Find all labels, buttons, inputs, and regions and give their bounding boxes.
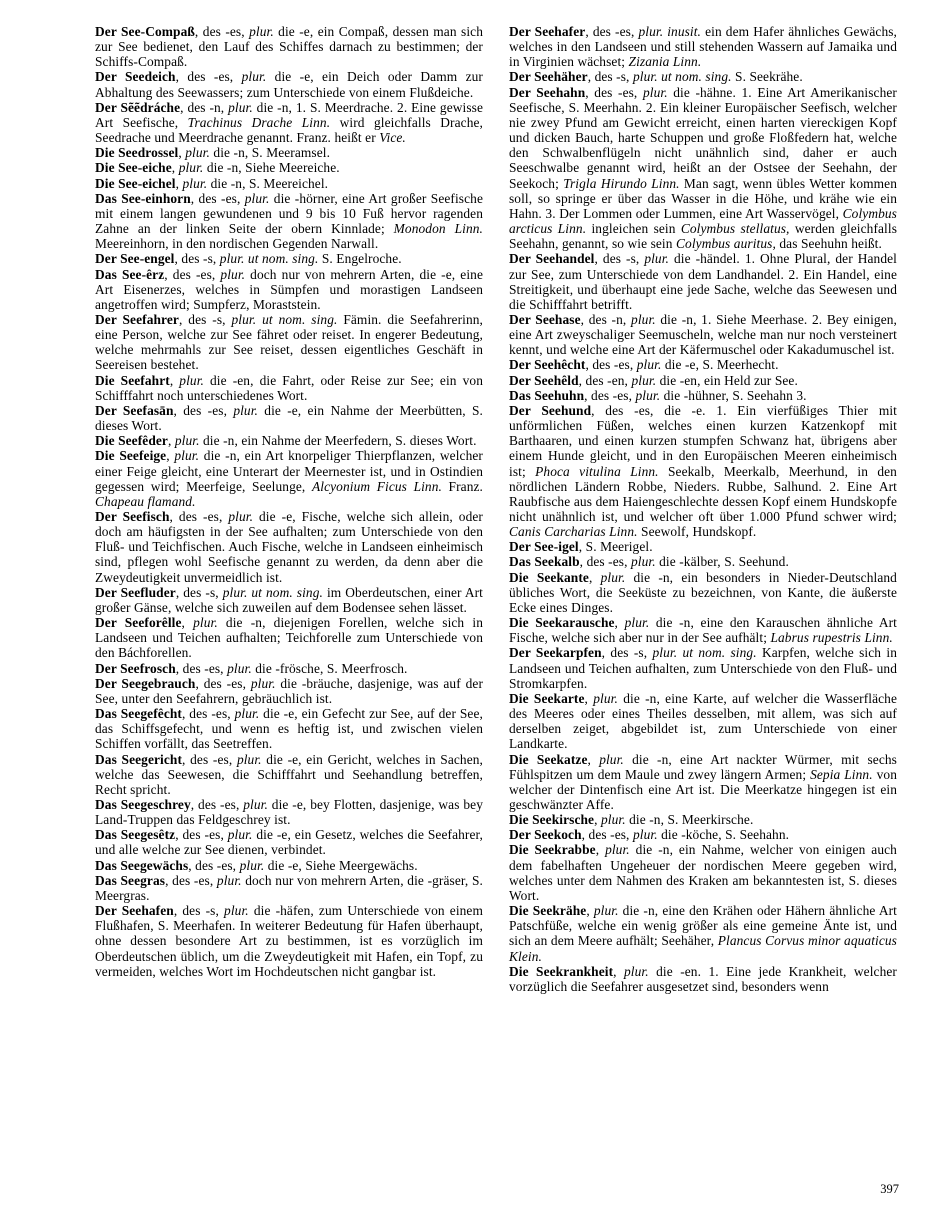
entry-text: ,	[586, 903, 594, 919]
dictionary-entry	[95, 100, 483, 145]
left-column	[95, 24, 483, 994]
entry-text: Seewolf, Hundskopf.	[637, 524, 757, 540]
entry-latin-term: plur.	[236, 751, 262, 767]
entry-latin-term: plur.	[600, 812, 626, 828]
entry-text: die -n, eine den Karauschen ähnliche Art Fische, welche sich aber nur in der See aufhält;	[509, 615, 898, 646]
entry-headword: Die Seefêder	[95, 433, 168, 449]
entry-text: Karpfen, welche sich in Landseen und Teichen aufhalten, zum Unterschiede von den Fluß- und Stromkarpfen.	[509, 645, 898, 691]
entry-text: ,	[169, 372, 180, 388]
entry-latin-term: plur.	[182, 175, 208, 191]
entry-text: ein dem Hafer ähnliches Gewächs, welches in den Landseen und still stehenden Wassern auf Jamaika und in Virginien wächset;	[509, 24, 897, 70]
entry-headword: Der Seegebrauch	[95, 675, 196, 691]
entry-latin-term: plur.	[630, 554, 656, 570]
dictionary-entry	[95, 24, 483, 69]
entry-latin-term: Monodon Linn.	[393, 221, 483, 237]
entry-text: die -e, ein Gefecht zur See, auf der See, das Schiffsgefecht, und wenn es heftig ist, und zwischen vielen Schiffen vorfällt, das Seetreffen.	[95, 706, 483, 752]
dictionary-entry	[509, 827, 897, 842]
entry-text: , des -es,	[584, 387, 636, 403]
entry-latin-term: plur.	[185, 145, 210, 161]
entry-headword: Der Seeforêlle	[95, 615, 182, 631]
entry-text: die -n, 1. Siehe Meerhase. 2. Bey einigen, eine Art zweyschaliger Seemuscheln, welche man nur noch versteinert kennt, und welche eine Art der Käfermuschel oder Kakadumuschel ist.	[509, 311, 897, 358]
entry-text: die -en, die Fahrt, oder Reise zur See; ein von Schifffahrt noch unterschiedenes Wort.	[95, 372, 483, 403]
entry-headword: Die Seefahrt	[95, 372, 170, 388]
entry-text: die -n, eine Art nackter Würmer, mit sechs Fühlspitzen um dem Maule und zwey längern Armen;	[509, 751, 897, 782]
dictionary-entry	[509, 691, 897, 752]
dictionary-entry	[509, 373, 897, 388]
entry-text: , des -es,	[585, 24, 639, 39]
entry-headword: Die Seekatze	[509, 751, 588, 767]
entry-headword: Der Seefisch	[95, 509, 170, 524]
entry-latin-term: plur.	[174, 448, 200, 464]
entry-text: ,	[595, 842, 606, 858]
entry-text: , des -es,	[190, 190, 245, 206]
dictionary-entry	[509, 357, 897, 372]
entry-latin-term: plur.	[227, 827, 253, 843]
entry-headword: Die Seekrabbe	[509, 842, 596, 858]
entry-text: die -e, S. Meerhecht.	[661, 357, 779, 373]
entry-headword: Der Seehund	[509, 402, 592, 418]
entry-text: , des -es,	[194, 24, 250, 39]
dictionary-entry	[509, 645, 897, 690]
entry-text: die -e, ein Gericht, welches in Sachen, welche das Seewesen, die Schifffahrt und Seehandlung betreffen, Recht spricht.	[95, 751, 483, 797]
dictionary-entry	[95, 903, 483, 979]
entry-latin-term: plur.	[631, 372, 657, 388]
entry-text: die -hörner, eine Art großer Seefische mit einem langen gewundenen und 9 bis 10 Fuß hervor ragenden Zahne an der linken Seite der obern Kinnlade;	[95, 190, 484, 237]
entry-text: die -frösche, S. Meerfrosch.	[251, 660, 408, 676]
dictionary-entry	[509, 69, 897, 84]
entry-text: die -n, S. Meeramsel.	[209, 145, 331, 161]
entry-headword: Die Seekrankheit	[509, 963, 614, 979]
dictionary-entry	[95, 251, 483, 266]
entry-text: die -e, ein Nahme der Meerbütten, S. dieses Wort.	[95, 402, 483, 434]
entry-text: ,	[167, 433, 175, 449]
entry-text: doch nur von mehrern Arten, die -gräser, S. Meergras.	[95, 872, 483, 903]
entry-headword: Der Sẽẽdráche	[95, 99, 181, 115]
entry-headword: Das See-einhorn	[95, 190, 191, 206]
entry-headword: Der Seekarpfen	[509, 645, 602, 661]
entry-latin-term: Canis Carcharias Linn.	[509, 524, 638, 540]
entry-headword: Das Seekalb	[509, 554, 580, 570]
entry-text: Franz.	[441, 478, 483, 494]
entry-text: ,	[171, 160, 179, 176]
entry-text: die -bräuche, dasjenige, was auf der See, unter den Seefahrern, gebräuchlich ist.	[95, 675, 483, 706]
entry-text: wird gleichfalls Drache, Seedrache und Meerdrache genannt. Franz. heißt er	[95, 114, 483, 146]
entry-text: , des -s,	[175, 584, 223, 600]
entry-text: das Seehuhn heißt.	[775, 236, 882, 252]
dictionary-entry	[95, 433, 483, 448]
entry-text: die -n, Siehe Meereiche.	[203, 160, 340, 176]
entry-headword: Der Seehêld	[509, 372, 579, 388]
entry-headword: Der See-Compaß	[95, 24, 195, 39]
entry-latin-term: plur.	[244, 190, 270, 206]
dictionary-entry	[95, 176, 483, 191]
entry-headword: Der Seehahn	[509, 84, 586, 100]
entry-latin-term: plur.	[243, 796, 268, 812]
entry-text: , des -s,	[178, 311, 232, 327]
entry-text: die -e, ein Gesetz, welches die Seefahrer, und alle welche zur See dienen, verbindet.	[95, 827, 483, 858]
entry-headword: Das Seegewächs	[95, 857, 189, 873]
entry-headword: Der Seehêcht	[509, 357, 586, 373]
dictionary-entry	[95, 191, 483, 252]
entry-latin-term: Colymbus stellatus,	[680, 221, 790, 237]
dictionary-entry	[95, 615, 483, 660]
entry-headword: Der Seedeich	[95, 69, 176, 85]
dictionary-entry	[95, 145, 483, 160]
entry-latin-term: plur.	[249, 24, 274, 39]
dictionary-entry	[95, 873, 483, 903]
entry-text: , des -es,	[188, 857, 240, 873]
entry-text: S. Engelroche.	[318, 251, 402, 267]
entry-text: werden gleichfalls Seehahn, genannt, so wie sein	[509, 221, 898, 252]
dictionary-entry	[95, 160, 483, 175]
entry-text: , des -es,	[169, 509, 229, 524]
entry-latin-term: plur.	[600, 569, 626, 585]
entry-latin-term: plur. ut nom. sing.	[219, 251, 319, 267]
entry-latin-term: plur.	[605, 842, 630, 858]
entry-text: Meereinhorn, in den nordischen Gegenden Narwall.	[95, 236, 379, 252]
dictionary-entry	[509, 85, 897, 252]
entry-latin-term: plur.	[193, 615, 218, 631]
entry-latin-term: Zizania Linn.	[628, 54, 702, 70]
entry-text: die -e, bey Flotten, dasjenige, was bey Land-Truppen das Feldgeschrey ist.	[95, 796, 483, 828]
entry-headword: Der Seefahrer	[95, 311, 179, 327]
entry-latin-term: plur.	[227, 660, 252, 676]
entry-latin-term: plur.	[228, 509, 254, 524]
entry-latin-term: Labrus rupestris Linn.	[770, 630, 893, 646]
entry-text: die -n, S. Meereichel.	[207, 175, 329, 191]
entry-text: die -e, Siehe Meergewächs.	[264, 857, 418, 873]
entry-latin-term: plur.	[224, 903, 249, 919]
entry-text: die -händel. 1. Ohne Plural, der Handel zur See, zum Unterschiede von dem Landhandel. 2. Ein Handel, eine Streitigkeit, und überhaupt eine jede Sache, welche das Seewesen und die Schifffahrt betrifft.	[509, 251, 897, 312]
dictionary-entry	[509, 615, 897, 645]
entry-text: die -kälber, S. Seehund.	[655, 554, 789, 570]
entry-latin-term: plur.	[624, 615, 650, 631]
entry-text: doch nur von mehrern Arten, die -e, eine Art Eisenerzes, welches in Sümpfen und morastigen Landseen angetroffen wird; Sumpferz, Moraststein.	[95, 266, 483, 312]
entry-headword: Das Seegras	[95, 872, 166, 888]
entry-headword: Die Seefeige	[95, 448, 167, 464]
entry-headword: Die Seedrossel	[95, 145, 179, 161]
entry-text: die -n, diejenigen Forellen, welche sich in Landseen und Teichen aufhalten; Teichforelle zum Unterschiede von den Báchforellen.	[95, 615, 483, 661]
entry-latin-term: plur. ut nom. sing.	[231, 311, 338, 327]
entry-text: die -köche, S. Seehahn.	[657, 827, 790, 843]
entry-text: ,	[587, 751, 600, 767]
entry-latin-term: Alcyonium Ficus Linn.	[311, 478, 442, 494]
entry-headword: Die Seekarte	[509, 690, 585, 706]
dictionary-entry	[509, 752, 897, 813]
entry-latin-term: plur.	[593, 903, 619, 919]
entry-headword: Der Seekoch	[509, 827, 582, 843]
entry-headword: Das Seehuhn	[509, 387, 585, 403]
dictionary-entry	[95, 827, 483, 857]
entry-text: , des -n,	[180, 99, 229, 115]
entry-latin-term: plur.	[593, 690, 618, 706]
dictionary-entry	[509, 388, 897, 403]
entry-text: , des -es,	[175, 69, 242, 85]
entry-text: die -en, ein Held zur See.	[656, 372, 798, 388]
entry-text: die -n, ein Nahme der Meerfedern, S. dieses Wort.	[199, 433, 477, 449]
entry-text: die -n, 1. S. Meerdrache. 2. Eine gewisse Art Seefische,	[95, 99, 484, 130]
entry-headword: Das Seegesêtz	[95, 827, 176, 843]
entry-text: die -n, eine Karte, auf welcher die Wasserfläche des Meeres oder eines Theiles desselben, mit allem, was sich auf derselben zeiget, abgebildet ist, zum Unterschiede von einer Landkarte.	[509, 690, 897, 752]
entry-headword: Das See-êrz	[95, 266, 165, 282]
dictionary-entry	[509, 539, 897, 554]
dictionary-entry	[509, 251, 897, 312]
entry-text: , des -en,	[578, 372, 632, 388]
dictionary-entry	[95, 69, 483, 99]
entry-text: , des -s,	[587, 69, 633, 85]
entry-latin-term: plur.	[642, 84, 668, 100]
entry-latin-term: plur.	[228, 99, 253, 115]
page-number: 397	[880, 1182, 899, 1196]
entry-text: , des -es,	[190, 796, 244, 812]
entry-text: die -e, Fische, welche sich allein, oder doch am häufigsten in der See aufhalten; zum Unterschiede von den Fluß- und Teichfischen. Auch Fische, welche in Landseen einheimisch sind, pflegen wohl Seefische genannt zu werden, da denn aber die Zweydeutigkeit unvermeidlich ist.	[95, 509, 483, 585]
entry-text: die -hühner, S. Seehahn 3.	[660, 387, 807, 403]
entry-latin-term: plur.	[179, 372, 204, 388]
dictionary-entry	[95, 676, 483, 706]
entry-latin-term: plur.	[178, 160, 204, 176]
entry-text: , des -es,	[181, 706, 235, 722]
entry-latin-term: Vice.	[379, 130, 406, 146]
entry-text: , des -s,	[174, 251, 220, 267]
entry-text: , des -es,	[581, 827, 633, 843]
entry-latin-term: plur.	[250, 675, 276, 691]
entry-text: die -e, ein Compaß, dessen man sich zur See bedienet, den Lauf des Schiffes darnach zu bestimmen; der Schiffs-Compaß.	[95, 24, 483, 70]
entry-latin-term: plur.	[635, 387, 661, 403]
entry-latin-term: plur.	[233, 402, 258, 418]
entry-latin-term: plur. ut nom. sing.	[632, 69, 732, 85]
entry-text: , des -es,	[175, 660, 228, 676]
entry-text: , des -s,	[601, 645, 653, 661]
entry-latin-term: plur. inusit.	[638, 24, 702, 39]
entry-latin-term: Colymbus arcticus Linn.	[509, 205, 897, 237]
entry-latin-term: plur.	[636, 357, 662, 373]
entry-text: Fämin. die Seefahrerinn, eine Person, welche zur See fähret oder reiset. In engerer Bedeutung, welche mehrmahls zur See reiset, dessen eigentliches Geschäft in Seereisen bestehet.	[95, 311, 483, 373]
entry-headword: Das Seegeschrey	[95, 796, 191, 812]
entry-text: von welcher der Dintenfisch eine Art ist. Die Meerkatze hingegen ist ein geschwänzter Affe.	[509, 766, 897, 812]
entry-text: , des -es,	[182, 751, 237, 767]
entry-text: , S. Meerigel.	[578, 539, 653, 555]
entry-text: die -n, S. Meerkirsche.	[625, 812, 754, 828]
dictionary-entry	[509, 554, 897, 569]
dictionary-entry	[95, 373, 483, 403]
entry-text: , des -es,	[175, 827, 228, 843]
entry-headword: Der See-igel	[509, 539, 579, 555]
dictionary-entry	[509, 812, 897, 827]
dictionary-entry	[95, 585, 483, 615]
entry-latin-term: Sepia Linn.	[810, 766, 873, 782]
entry-text: die -hähne. 1. Eine Art Amerikanischer Seefische, S. Meerhahn. 2. Ein kleiner Europäischer Seefisch, welcher nie zwey Pfund am Gewicht erreicht, einen harten viereckigen Kopf und dicken Bauch, harte Schuppen und große Floßfedern hat, welche den Schwalbenflügeln nicht unähnlich sind, daher er auch Seeschwalbe genannt wird, heißt an der Ostsee der Seehahn, der Seekoch;	[509, 84, 897, 191]
entry-text: , des -es,	[173, 402, 234, 418]
dictionary-entry	[95, 509, 483, 585]
entry-text: ,	[614, 615, 625, 631]
entry-latin-term: plur. ut nom. sing.	[652, 645, 757, 661]
entry-latin-term: plur.	[624, 963, 649, 979]
entry-headword: Der Seehäher	[509, 69, 588, 85]
entry-headword: Der Seehafer	[509, 24, 586, 39]
entry-text: ,	[166, 448, 175, 464]
entry-latin-term: plur.	[174, 433, 200, 449]
entry-text: ingleichen sein	[586, 221, 681, 237]
entry-latin-term: Plancus Corvus minor aquaticus Klein.	[509, 933, 897, 964]
entry-text: ,	[594, 812, 601, 828]
entry-headword: Das Seegefêcht	[95, 706, 182, 722]
entry-headword: Die Seekarausche	[509, 615, 615, 631]
entry-text: S. Seekrähe.	[731, 69, 803, 85]
entry-text: die -n, ein Nahme, welcher von einigen auch dem fabelhaften Ungeheuer der nordischen Meere gegeben wird, welches unter dem Nahmen des Kraken am bekanntesten ist, S. dieses Wort.	[509, 842, 897, 903]
entry-text: Man sagt, wenn übles Wetter kommen soll, so springe er über das Wasser in die Höhe, und krähe wie ein Hahn. 3. Der Lommen oder Lummen, eine Art Wasservögel,	[509, 175, 897, 221]
dictionary-entry	[509, 403, 897, 539]
entry-text: ,	[584, 690, 594, 706]
entry-text: , des -es,	[585, 84, 643, 100]
dictionary-entry	[509, 903, 897, 964]
dictionary-entry	[509, 964, 897, 994]
entry-latin-term: plur.	[241, 69, 267, 85]
entry-latin-term: plur.	[632, 827, 658, 843]
entry-latin-term: plur.	[220, 266, 246, 282]
entry-latin-term: Trigla Hirundo Linn.	[563, 175, 680, 191]
entry-headword: Der Seefasān	[95, 402, 174, 418]
dictionary-entry	[95, 797, 483, 827]
entry-text: ,	[181, 615, 194, 631]
entry-text: , des -es,	[165, 872, 217, 888]
entry-latin-term: plur. ut nom. sing.	[222, 584, 323, 600]
entry-headword: Der Seehafen	[95, 903, 174, 919]
entry-headword: Der Seefrosch	[95, 660, 176, 676]
entry-text: im Oberdeutschen, einer Art großer Gänse, welche sich zuweilen auf dem Bodensee sehen lässet.	[95, 584, 484, 615]
entry-text: die -n, ein Art knorpeliger Thierpflanzen, welcher einer Feige gleicht, eine Unterart der Meernester ist, und in Ostindien gegessen wird; Meerfeige, Seelunge,	[95, 448, 483, 494]
entry-text: die -e, ein Deich oder Damm zur Abhaltung des Seewassers; zum Unterschiede von einem Flußdeiche.	[95, 69, 483, 100]
entry-latin-term: plur.	[239, 857, 265, 873]
entry-headword: Die Seekirsche	[509, 812, 595, 828]
entry-text: die -en. 1. Eine jede Krankheit, welcher vorzüglich die Seefahrer ausgesetzet sind, besonders wenn	[509, 963, 897, 994]
entry-text: ,	[613, 963, 625, 979]
entry-latin-term: plur.	[216, 872, 242, 888]
entry-text: die -n, ein besonders in Nieder-Deutschland übliches Wort, die Seeküste zu bezeichnen, von Kante, die äußerste Ecke eines Dinges.	[509, 569, 897, 615]
right-column	[509, 24, 897, 994]
entry-text: , des -s,	[173, 903, 225, 919]
entry-headword: Der Seefluder	[95, 584, 176, 600]
dictionary-entry	[95, 661, 483, 676]
dictionary-entry	[95, 752, 483, 797]
entry-latin-term: Chapeau flamand.	[95, 493, 196, 509]
dictionary-entry	[509, 842, 897, 903]
entry-text: , des -es, die -e. 1. Ein vierfüßiges Thier mit unförmlichen Füßen, welches einen kurzen Katzenkopf mit Barthaaren, und einen kurzen stumpfen Schwanz hat, übrigens aber einem Hunde gleicht, und in den Europäischen Meeren einheimisch ist;	[509, 402, 897, 479]
entry-headword: Die Seekrähe	[509, 903, 587, 919]
dictionary-entry	[95, 448, 483, 509]
entry-text: ,	[588, 569, 601, 585]
entry-latin-term: Trachinus Drache Linn.	[187, 114, 331, 130]
entry-latin-term: plur.	[234, 706, 260, 722]
entry-text: ,	[175, 175, 183, 191]
entry-headword: Die Seekante	[509, 569, 589, 585]
entry-headword: Der See-engel	[95, 251, 175, 267]
entry-text: die -häfen, zum Unterschiede von einem Flußhafen, S. Meerhafen. In weiterer Bedeutung für Hafen überhaupt, ohne dessen besondere Art zu bestimmen, ist es vorzüglich im Oberdeutschen üblich, um die Zweydeutigkeit mit Hafen, ein Topf, zu vermeiden, welches Wort im Hochdeutschen nicht gangbar ist.	[95, 903, 483, 979]
dictionary-entry	[95, 858, 483, 873]
dictionary-entry	[95, 267, 483, 312]
entry-headword: Der Seehandel	[509, 251, 595, 267]
entry-text: , des -s,	[594, 251, 645, 267]
entry-latin-term: plur.	[644, 251, 669, 267]
dictionary-entry	[509, 312, 897, 357]
entry-text: die -n, eine den Krähen oder Hähern ähnliche Art Patschfüße, welche ein wenig größer als eine gemeine Änte ist, und sich an dem Meere aufhält; Seehäher,	[509, 903, 897, 949]
entry-latin-term: plur.	[599, 751, 624, 767]
entry-text: , des -es,	[164, 266, 221, 282]
entry-latin-term: Phoca vitulina Linn.	[535, 463, 659, 479]
entry-text: , des -es,	[195, 675, 251, 691]
entry-headword: Die See-eichel	[95, 175, 176, 191]
entry-text: , des -n,	[580, 311, 632, 327]
entry-headword: Der Seehase	[509, 311, 581, 327]
dictionary-entry	[95, 312, 483, 373]
entry-latin-term: Colymbus auritus,	[676, 236, 776, 252]
dictionary-entry	[95, 403, 483, 433]
entry-headword: Die See-eiche	[95, 160, 172, 176]
entry-text: ,	[178, 145, 186, 161]
entry-text: , des -es,	[579, 554, 631, 570]
entry-text: , des -es,	[585, 357, 637, 373]
entry-headword: Das Seegericht	[95, 751, 183, 767]
dictionary-entry	[509, 24, 897, 69]
entry-latin-term: plur.	[631, 311, 656, 327]
dictionary-entry	[509, 570, 897, 615]
entry-text: Seekalb, Meerkalb, Meerhund, in den nördlichen Ländern Robbe, Nieders. Rubbe, Salhund. 2. Eine Art Raubfische aus dem Haiengeschlechte dessen Kopf einem Hundskopfe nicht unähnlich ist, und welcher oft über 1.000 Pfund schwer wird;	[509, 463, 897, 524]
dictionary-entry	[95, 706, 483, 751]
